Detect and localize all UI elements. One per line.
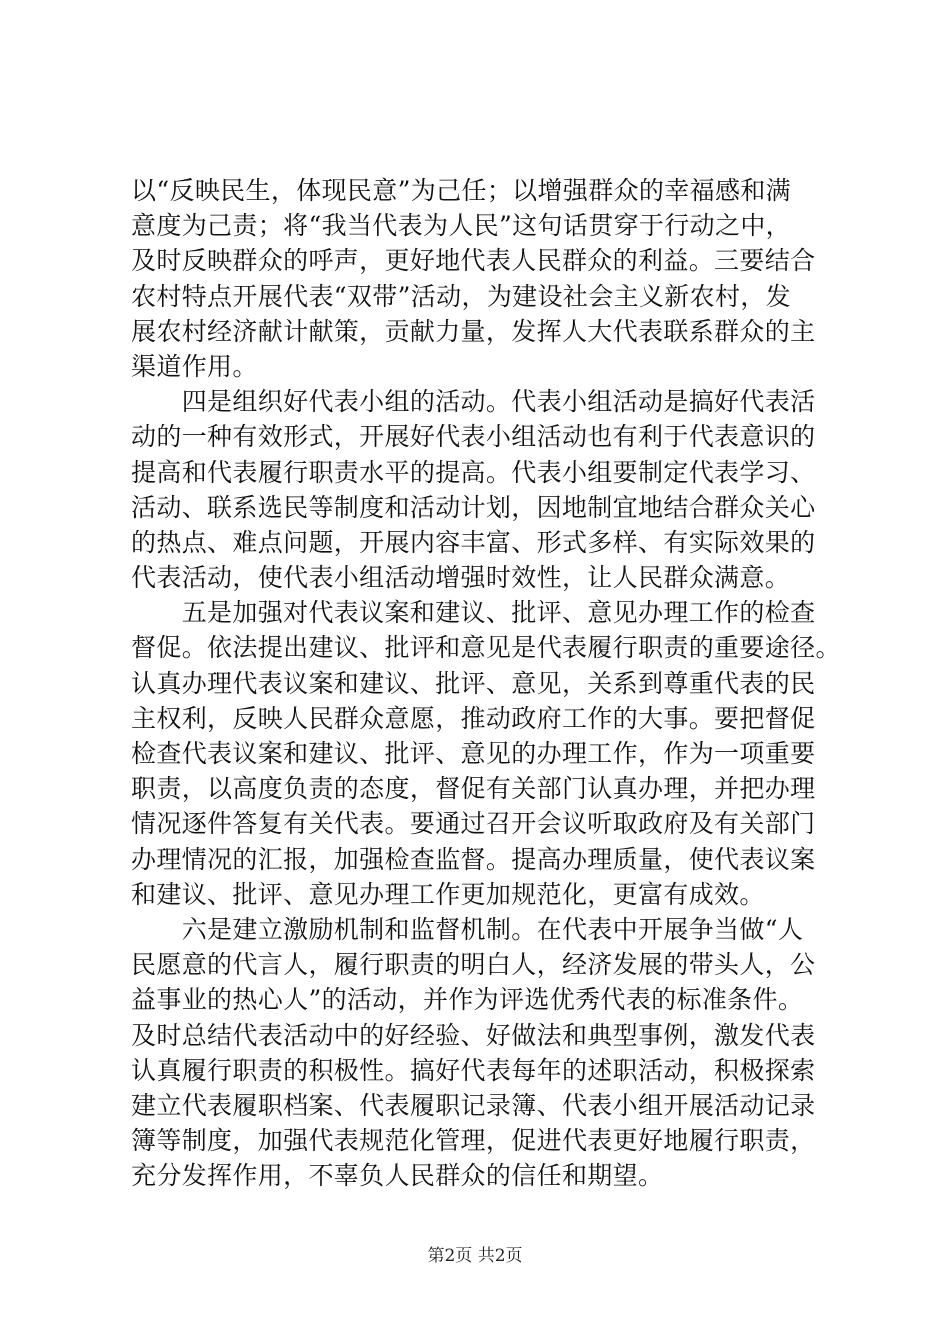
text-line: 及时反映群众的呼声，更好地代表人民群众的利益。三要结合 (131, 246, 816, 276)
text-line: 六是建立激励机制和监督机制。在代表中开展争当做“人 (131, 914, 804, 944)
text-line: 益事业的热心人”的活动，并作为评选优秀代表的标准条件。 (131, 985, 804, 1015)
text-line: 建立代表履职档案、代表履职记录簿、代表小组开展活动记录 (131, 1090, 816, 1120)
text-line: 活动、联系选民等制度和活动计划，因地制宜地结合群众关心 (131, 492, 816, 522)
text-line: 督促。依法提出建议、批评和意见是代表履行职责的重要途径。 (131, 633, 841, 663)
text-line: 认真办理代表议案和建议、批评、意见，关系到尊重代表的民 (131, 668, 816, 698)
text-line: 检查代表议案和建议、批评、意见的办理工作，作为一项重要 (131, 739, 816, 768)
text-line: 以“反映民生，体现民意”为己任；以增强群众的幸福感和满 (131, 176, 792, 205)
text-line: 动的一种有效形式，开展好代表小组活动也有利于代表意识的 (131, 422, 816, 452)
text-line: 的热点、难点问题，开展内容丰富、形式多样、有实际效果的 (131, 527, 816, 557)
text-line: 意度为己责；将“我当代表为人民”这句话贯穿于行动之中， (131, 211, 792, 241)
text-line: 展农村经济献计献策，贡献力量，发挥人大代表联系群众的主 (131, 316, 816, 346)
text-line: 职责，以高度负责的态度，督促有关部门认真办理，并把办理 (131, 774, 816, 804)
text-line: 代表活动，使代表小组活动增强时效性，让人民群众满意。 (131, 563, 791, 593)
body-text (131, 173, 841, 1193)
text-line: 及时总结代表活动中的好经验、好做法和典型事例，激发代表 (131, 1020, 816, 1050)
page-number-footer: 第2页 共2页 (427, 1246, 523, 1266)
text-line: 五是加强对代表议案和建议、批评、意见办理工作的检查 (131, 598, 816, 628)
text-line: 主权利，反映人民群众意愿，推动政府工作的大事。要把督促 (131, 703, 816, 733)
text-line: 四是组织好代表小组的活动。代表小组活动是搞好代表活 (131, 387, 816, 417)
text-line: 认真履行职责的积极性。搞好代表每年的述职活动，积极探索 (131, 1055, 816, 1085)
text-line: 渠道作用。 (131, 351, 258, 381)
text-line: 情况逐件答复有关代表。要通过召开会议听取政府及有关部门 (131, 809, 816, 839)
text-line: 办理情况的汇报，加强检查监督。提高办理质量，使代表议案 (131, 844, 816, 874)
text-line: 和建议、批评、意见办理工作更加规范化，更富有成效。 (131, 879, 765, 909)
text-line: 提高和代表履行职责水平的提高。代表小组要制定代表学习、 (131, 457, 816, 487)
text-line: 簿等制度，加强代表规范化管理，促进代表更好地履行职责， (131, 1126, 816, 1156)
text-line: 农村特点开展代表“双带”活动，为建设社会主义新农村，发 (131, 281, 792, 311)
text-line: 充分发挥作用，不辜负人民群众的信任和期望。 (131, 1161, 664, 1191)
text-line: 民愿意的代言人，履行职责的明白人，经济发展的带头人，公 (131, 950, 816, 980)
